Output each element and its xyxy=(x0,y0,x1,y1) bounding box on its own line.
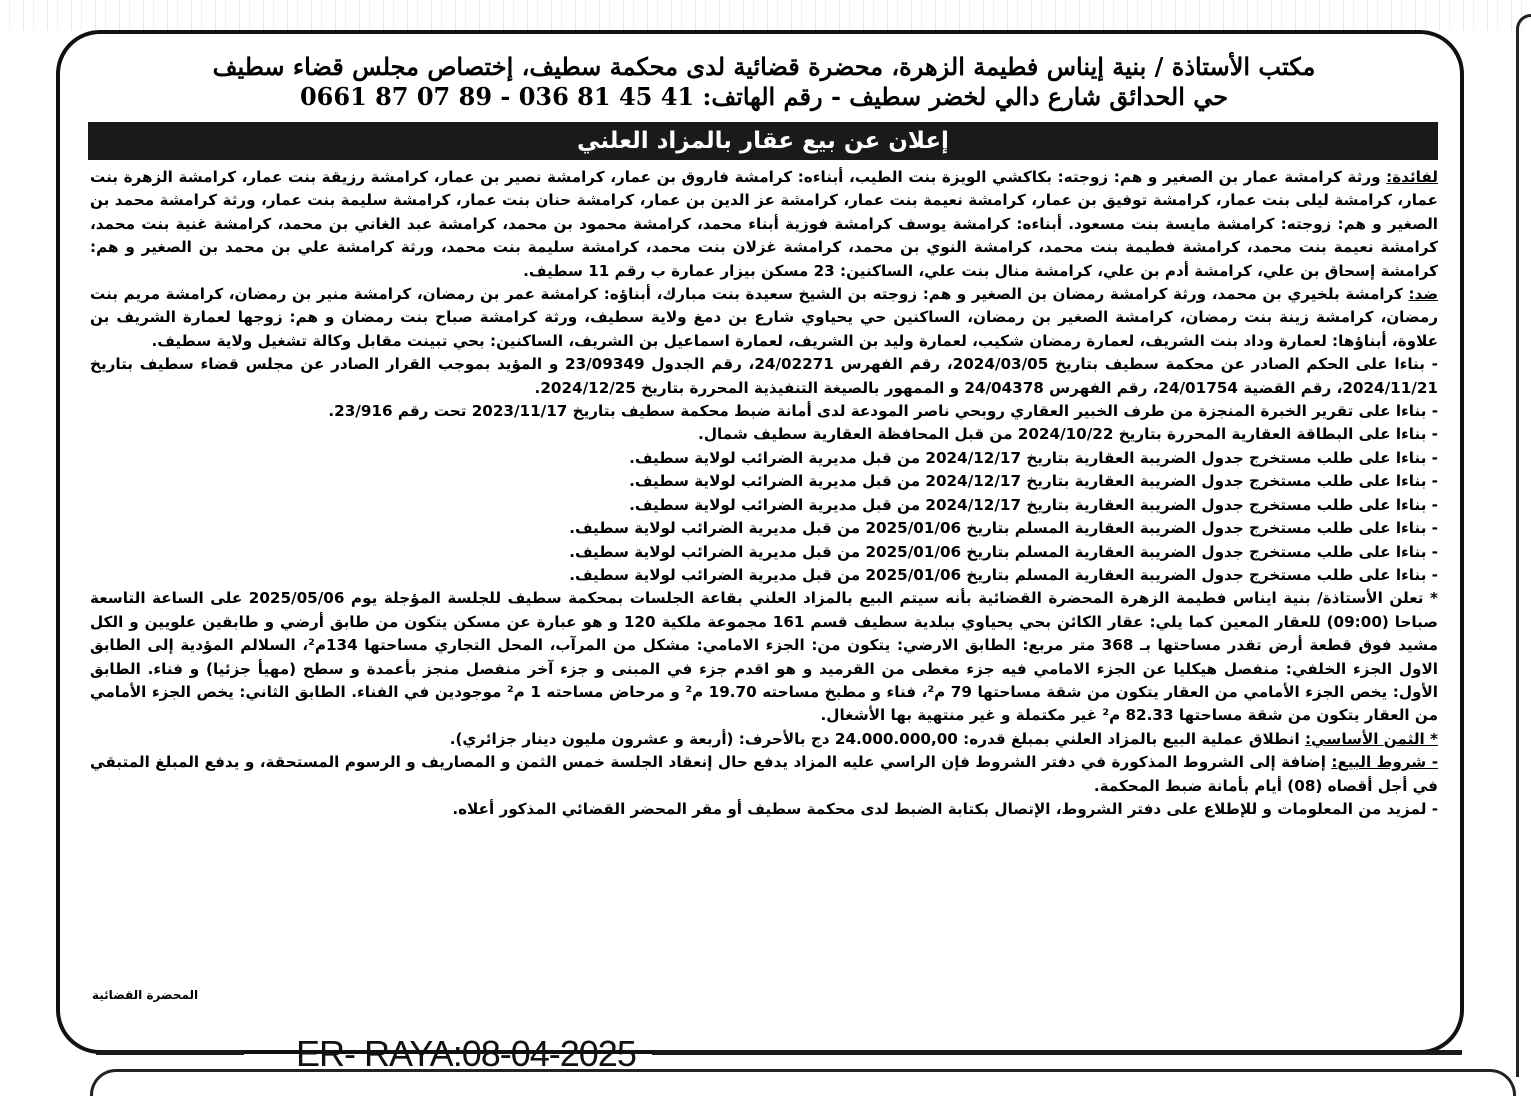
party-against-text: كرامشة بلخيري بن محمد، ورثة كرامشة رمضان بن الصغير و هم: زوجته بن الشيخ سعيدة بنت مبارك، أبناؤه: كرامشة عمر بن رمضان، كرامشة منير بن رمضان، كرامشة مريم بنت رمضان، كرامشة زينة بنت رمضان، كرامشة الصغير بن رمضان، الساكنين حي يحياوي شارع بن دمغ ولاية سطيف، ورثة كرامشة صباح بنت رمضان و هم: زوجها لعمارة الشريف بن علاوة، أبناؤها: لعمارة وداد بنت الشريف، لعمارة رمضان شكيب، لعمارة وليد بن الشريف، لعمارة اسماعيل بن الشريف، الساكنين: بحي تبينت مقابل وكالة تشغيل ولاية سطيف. xyxy=(90,285,1438,350)
notice-title-banner: إعلان عن بيع عقار بالمزاد العلني xyxy=(88,122,1438,160)
party-against xyxy=(90,283,1438,353)
sale-conditions xyxy=(90,751,1438,798)
publication-stamp: ER- RAYA:08-04-2025 xyxy=(296,1033,636,1074)
basis-item: - بناءا على طلب مستخرج جدول الضريبة العقارية بتاريخ 2024/12/17 من قبل مديرية الضرائب لولاية سطيف. xyxy=(629,472,1438,491)
office-title: مكتب الأستاذة / بنية إيناس فطيمة الزهرة، محضرة قضائية لدى محكمة سطيف، إختصاص مجلس قضاء سطيف xyxy=(212,52,1316,81)
base-price-text: انطلاق عملية البيع بالمزاد العلني بمبلغ قدره: 24.000.000,00 دج بالأحرف: (أربعة و عشرون مليون دينار جزائري). xyxy=(449,729,1305,748)
more-info: - لمزيد من المعلومات و للإطلاع على دفتر الشروط، الإتصال بكتابة الضبط لدى محكمة سطيف أو مقر المحضر القضائي المذكور أعلاه. xyxy=(452,799,1438,818)
office-address-phone: حي الحدائق شارع دالي لخضر سطيف - رقم الهاتف: 41 45 81 036 - 89 07 87 0661 xyxy=(299,82,1229,111)
footer-rule-left xyxy=(96,1050,244,1055)
party-for-text: ورثة كرامشة عمار بن الصغير و هم: زوجته: بكاكشي الويزة بنت الطيب، أبناءه: كرامشة فاروق بن عمار، كرامشة نصير بن عمار، كرامشة رزيقة بنت عمار، كرامشة الزهرة بنت عمار، كرامشة ليلى بنت عمار، كرامشة توفيق بن عمار، كرامشة نعيمة بنت عمار، كرامشة عز الدين بن عمار، كرامشة حنان بنت عمار، كرامشة سليمة بنت عمار، ورثة كرامشة محمد بن الصغير و هم: زوجته: كرامشة مايسة بنت مسعود. أبناءه: كرامشة يوسف كرامشة فوزية أبناء محمد، كرامشة محمود بن محمد، كرامشة عبد الغاني بن محمد، كرامشة غنية بنت محمد، كرامشة نعيمة بنت محمد، كرامشة فطيمة بنت محمد، كرامشة النوي بن محمد، كرامشة غزلان بنت محمد، كرامشة سليمة بنت محمد، ورثة كرامشة علي بن محمد بن الصغير و هم: كرامشة إسحاق بن علي، كرامشة أدم بن علي، كرامشة منال بنت علي، الساكنين: 23 مسكن بيزار عمارة ب رقم 11 سطيف. xyxy=(90,168,1438,280)
basis-item: - بناءا على الحكم الصادر عن محكمة سطيف بتاريخ 2024/03/05، رقم الفهرس 24/02271، رقم الجدول 23/09349 و المؤيد بموجب القرار الصادر عن مجلس قضاء سطيف بتاريخ 2024/11/21، رقم القضية 24/01754، رقم الفهرس 24/04378 و الممهور بالصيغة التنفيذية المحررة بتاريخ 2024/12/25. xyxy=(90,355,1438,397)
basis-item: - بناءا على تقرير الخبرة المنجزة من طرف الخبير العقاري روبحي ناصر المودعة لدى أمانة ضبط محكمة سطيف بتاريخ 2023/11/17 تحت رقم 23/916. xyxy=(328,402,1438,421)
notice-body xyxy=(90,166,1438,821)
basis-item: - بناءا على طلب مستخرج جدول الضريبة العقارية بتاريخ 2024/12/17 من قبل مديرية الضرائب لولاية سطيف. xyxy=(629,495,1438,514)
publication-footer xyxy=(0,1030,1531,1080)
base-price-label: * الثمن الأساسي: xyxy=(1304,729,1438,748)
sale-conditions-text: إضافة إلى الشروط المذكورة في دفتر الشروط فإن الراسي عليه المزاد يدفع حال إنعقاد الجلسة خمس الثمن و المصاريف و الرسوم المستحقة، و يدفع المبلغ المتبقي في أجل أقصاه (08) أيام بأمانة ضبط المحكمة. xyxy=(90,753,1438,795)
party-for xyxy=(90,166,1438,283)
bailiff-signature: المحضرة القضائية xyxy=(92,988,199,1002)
party-for-label: لفائدة: xyxy=(1386,168,1438,186)
sale-announcement: * تعلن الأستاذة/ بنية ايناس فطيمة الزهرة المحضرة القضائية بأنه سيتم البيع بالمزاد العلني بقاعة الجلسات بمحكمة سطيف للجلسة المؤجلة يوم 2025/05/06 على الساعة التاسعة صباحا (09:00) للعقار المعين كما يلي: عقار الكائن بحي يحياوي ببلدية سطيف قسم 161 مجموعة ملكية 120 و هو عبارة عن مسكن يتكون من طابق أرضي و طابقين علويين و الكل مشيد فوق قطعة أرض تقدر مساحتها بـ 368 متر مربع: الطابق الارضي: يتكون من: الجزء الامامي: مشكل من المرآب، المحل التجاري مساحتها 134م²، السلالم المؤدية إلى الطابق الاول الجزء الخلفي: منفصل هيكليا عن الجزء الامامي فيه جزء مغطى من القرميد و هو اقدم جزء في المبنى و جزء آخر منفصل منجز بأعمدة و سطح (مهيأ جزئيا) و فناء. الطابق الأول: يخص الجزء الأمامي من العقار يتكون من شقة مساحتها 79 م²، فناء و مطبخ مساحته 19.70 م² و مرحاض مساحته 1 م² موجودين في الفناء. الطابق الثاني: يخص الجزء الأمامي من العقار يتكون من شقة مساحتها 82.33 م² غير مكتملة و غير منتهية بها الأشغال. xyxy=(90,589,1438,725)
base-price xyxy=(90,728,1438,751)
notice-header xyxy=(90,52,1438,112)
page-background-texture xyxy=(0,0,1531,30)
sale-conditions-label: - شروط البيع: xyxy=(1331,753,1438,772)
notice-content xyxy=(90,52,1438,821)
basis-item: - بناءا على طلب مستخرج جدول الضريبة العقارية بتاريخ 2024/12/17 من قبل مديرية الضرائب لولاية سطيف. xyxy=(629,448,1438,467)
basis-item: - بناءا على البطاقة العقارية المحررة بتاريخ 2024/10/22 من قبل المحافظة العقارية سطيف شمال. xyxy=(698,425,1438,444)
footer-rule-right xyxy=(652,1050,1462,1055)
basis-item: - بناءا على طلب مستخرج جدول الضريبة العقارية المسلم بتاريخ 2025/01/06 من قبل مديرية الضرائب لولاية سطيف. xyxy=(569,565,1438,584)
basis-item: - بناءا على طلب مستخرج جدول الضريبة العقارية المسلم بتاريخ 2025/01/06 من قبل مديرية الضرائب لولاية سطيف. xyxy=(569,519,1438,538)
basis-item: - بناءا على طلب مستخرج جدول الضريبة العقارية المسلم بتاريخ 2025/01/06 من قبل مديرية الضرائب لولاية سطيف. xyxy=(569,542,1438,561)
party-against-label: ضد: xyxy=(1408,285,1438,304)
adjacent-ad-border xyxy=(1516,14,1531,1077)
